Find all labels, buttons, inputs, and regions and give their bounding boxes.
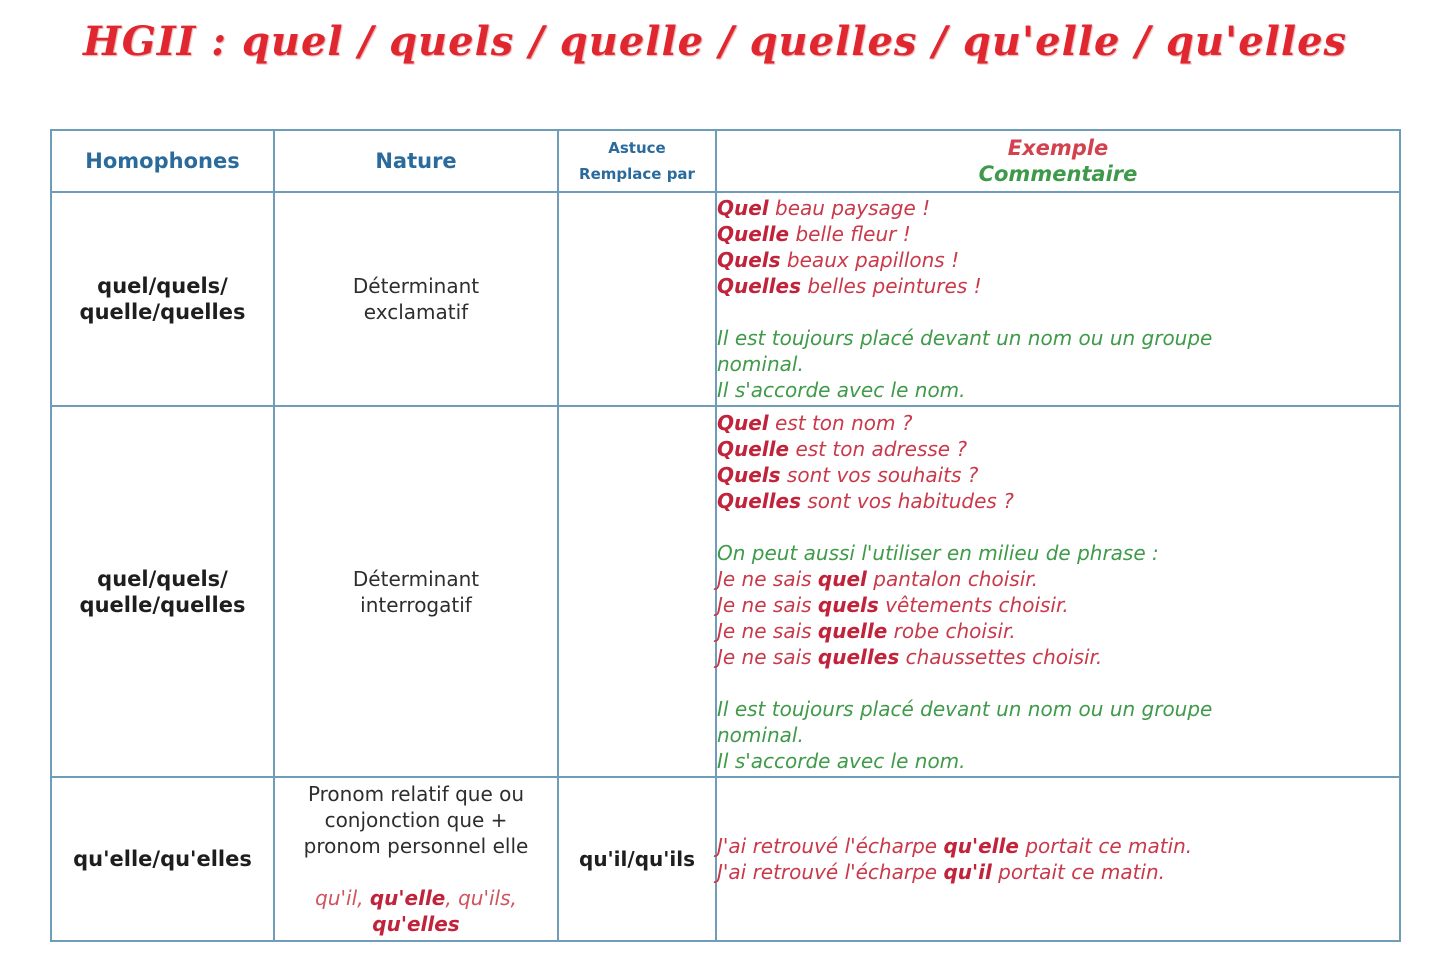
nature-forms: qu'il, qu'elle, qu'ils, <box>315 886 517 910</box>
example-line: Quels sont vos souhaits ? <box>717 462 979 487</box>
header-nature: Nature <box>274 130 558 192</box>
example-line: J'ai retrouvé l'écharpe qu'il portait ce matin. <box>717 860 1166 884</box>
homophones-text: qu'elle/qu'elles <box>73 847 252 871</box>
comment-line: nominal. <box>717 352 804 376</box>
nature-text: pronom personnel elle <box>303 834 529 858</box>
nature-forms: qu'elles <box>372 912 460 936</box>
table-header-row <box>51 130 1400 192</box>
astuce-cell <box>558 192 716 406</box>
examples-cell <box>716 192 1400 406</box>
example-line: Je ne sais quelle robe choisir. <box>717 618 1016 643</box>
example-line: Je ne sais quelles chaussettes choisir. <box>717 644 1103 669</box>
header-astuce-line2: Remplace par <box>579 165 695 183</box>
homophones-cell <box>51 777 274 941</box>
header-exemple-commentaire <box>716 130 1400 192</box>
homophones-cell <box>51 192 274 406</box>
page-title: HGII : quel / quels / quelle / quelles / qu'elle / qu'elles <box>82 18 1348 65</box>
header-homophones: Homophones <box>51 130 274 192</box>
example-line: Quels beaux papillons ! <box>717 248 960 272</box>
comment-line: nominal. <box>717 722 804 747</box>
comment-line: Il s'accorde avec le nom. <box>717 378 966 402</box>
examples-cell <box>716 777 1400 941</box>
homophones-table <box>50 129 1401 942</box>
example-line: Quelle belle fleur ! <box>717 222 911 246</box>
table-row <box>51 777 1400 941</box>
nature-text: Déterminant <box>352 566 480 591</box>
header-commentaire: Commentaire <box>978 162 1138 186</box>
example-line: Je ne sais quels vêtements choisir. <box>717 592 1069 617</box>
homophones-cell <box>51 406 274 777</box>
homophones-text: quel/quels/ <box>97 274 228 298</box>
comment-line: Il est toujours placé devant un nom ou un groupe <box>717 696 1213 721</box>
example-line: Quel est ton nom ? <box>717 410 913 435</box>
astuce-cell: qu'il/qu'ils <box>558 777 716 941</box>
nature-cell <box>274 777 558 941</box>
example-line: Quelle est ton adresse ? <box>717 436 968 461</box>
homophones-text: quelle/quelles <box>79 592 246 617</box>
header-astuce <box>558 130 716 192</box>
comment-line: On peut aussi l'utiliser en milieu de phrase : <box>717 540 1159 565</box>
example-line: J'ai retrouvé l'écharpe qu'elle portait ce matin. <box>717 834 1193 858</box>
homophones-text: quelle/quelles <box>79 300 246 324</box>
nature-text: interrogatif <box>360 592 472 617</box>
table-row <box>51 406 1400 777</box>
homophones-text: quel/quels/ <box>97 566 228 591</box>
nature-cell <box>274 192 558 406</box>
nature-text: Pronom relatif que ou <box>307 782 525 806</box>
comment-line: Il s'accorde avec le nom. <box>717 748 966 773</box>
example-line: Quelles belles peintures ! <box>717 274 982 298</box>
header-astuce-line1: Astuce <box>608 139 666 157</box>
table-row <box>51 192 1400 406</box>
comment-line: Il est toujours placé devant un nom ou un groupe <box>717 326 1213 350</box>
example-line: Quel beau paysage ! <box>717 196 931 220</box>
examples-cell <box>716 406 1400 777</box>
nature-text: exclamatif <box>363 300 469 324</box>
example-line: Je ne sais quel pantalon choisir. <box>717 566 1038 591</box>
nature-text: conjonction que + <box>324 808 508 832</box>
nature-cell <box>274 406 558 777</box>
nature-text: Déterminant <box>352 274 480 298</box>
example-line: Quelles sont vos habitudes ? <box>717 488 1014 513</box>
astuce-cell <box>558 406 716 777</box>
header-exemple: Exemple <box>1007 136 1109 160</box>
